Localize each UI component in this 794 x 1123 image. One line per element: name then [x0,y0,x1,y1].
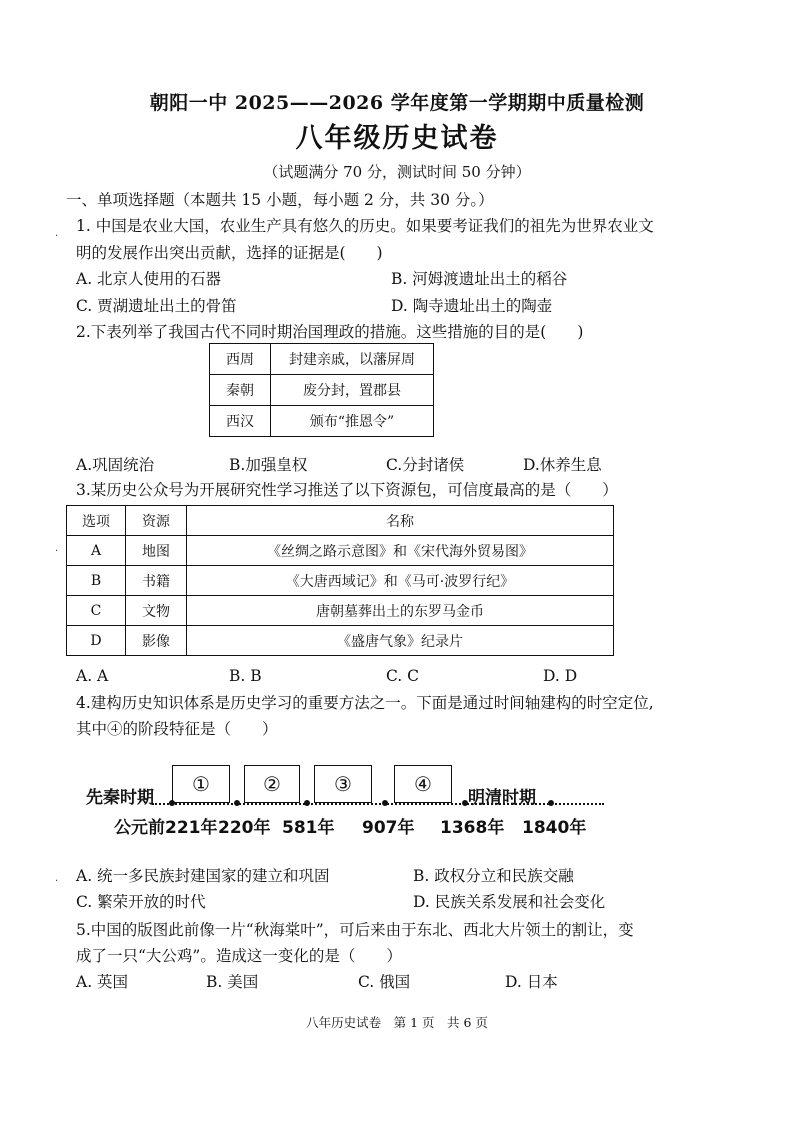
binding-mark: · [55,231,59,242]
school-title: 朝阳一中 2025——2026 学年度第一学期期中质量检测 [149,92,645,114]
timeline-year: 581年 [282,818,335,838]
timeline-year: 220年 [218,818,271,838]
q1-stem-line1: 1. 中国是农业大国，农业生产具有悠久的历史。如果要考证我们的祖先为世界农业文 [76,217,654,235]
q1-option-a: A. 北京人使用的石器 [76,270,222,288]
timeline-year: 1368年 [440,818,505,838]
timeline-axis [152,803,604,805]
q2-stem: 2.下表列举了我国古代不同时期治国理政的措施。这些措施的目的是( ) [76,323,584,341]
q4-stem-line2: 其中④的阶段特征是（ ） [76,720,278,738]
exam-note: （试题满分 70 分，测试时间 50 分钟） [263,163,531,181]
table-row [67,626,614,656]
name-cell: 《大唐西域记》和《马可·波罗行纪》 [187,566,614,596]
timeline-right-label: 明清时期 [468,788,536,808]
option-cell: D [67,626,126,656]
period-cell: 西汉 [210,406,271,437]
q1-stem-line2: 明的发展作出突出贡献，选择的证据是( ) [76,244,383,262]
measure-cell: 颁布“推恩令” [271,406,434,437]
timeline-tick [169,800,175,806]
exam-title: 八年级历史试卷 [295,123,499,154]
timeline-year: 907年 [362,818,415,838]
timeline-box-4: ④ [394,765,452,803]
header-resource: 资源 [126,506,187,536]
section-heading: 一、单项选择题（本题共 15 小题，每小题 2 分，共 30 分。） [66,191,494,209]
table-row [210,375,434,406]
resource-cell: 地图 [126,536,187,566]
timeline-tick [234,800,240,806]
timeline-left-label: 先秦时期 [86,788,154,808]
q3-stem: 3.某历史公众号为开展研究性学习推送了以下资源包，可信度最高的是（ ） [76,481,618,499]
timeline-box-1: ① [172,765,230,803]
resource-cell: 文物 [126,596,187,626]
header-name: 名称 [187,506,614,536]
name-cell: 《盛唐气象》纪录片 [187,626,614,656]
table-row [210,344,434,375]
q5-option-a: A. 英国 [76,973,129,991]
q5-stem-line2: 成了一只“大公鸡”。造成这一变化的是（ ） [76,947,402,965]
name-cell: 《丝绸之路示意图》和《宋代海外贸易图》 [187,536,614,566]
measure-cell: 封建亲戚，以藩屏周 [271,344,434,375]
timeline-tick [382,800,388,806]
q2-option-c: C.分封诸侯 [386,456,465,474]
header-option: 选项 [67,506,126,536]
timeline-tick [462,800,468,806]
q2-option-d: D.休养生息 [523,456,602,474]
q3-option-a: A. A [76,667,109,685]
q5-option-c: C. 俄国 [358,973,411,991]
timeline-year: 公元前221年 [114,818,218,838]
option-cell: B [67,566,126,596]
period-cell: 秦朝 [210,375,271,406]
q3-option-c: C. C [386,667,420,685]
history-timeline [86,765,616,837]
timeline-tick [304,800,310,806]
table-row [210,406,434,437]
resource-cell: 书籍 [126,566,187,596]
page-footer: 八年历史试卷 第 1 页 共 6 页 [306,1015,488,1030]
q5-option-b: B. 美国 [206,973,259,991]
timeline-tick [548,800,554,806]
q4-option-d: D. 民族关系发展和社会变化 [413,893,606,911]
option-cell: A [67,536,126,566]
table-row [67,596,614,626]
q2-option-b: B.加强皇权 [229,456,308,474]
timeline-year: 1840年 [522,818,587,838]
q4-option-b: B. 政权分立和民族交融 [413,867,574,885]
q1-option-c: C. 贾湖遗址出土的骨笛 [76,297,237,315]
resource-cell: 影像 [126,626,187,656]
timeline-box-2: ② [244,765,300,803]
period-cell: 西周 [210,344,271,375]
measure-cell: 废分封，置郡县 [271,375,434,406]
q2-option-a: A.巩固统治 [76,456,155,474]
timeline-box-3: ③ [314,765,372,803]
q4-stem-line1: 4.建构历史知识体系是历史学习的重要方法之一。下面是通过时间轴建构的时空定位, [76,694,654,712]
q3-resource-table [66,505,614,656]
name-cell: 唐朝墓葬出土的东罗马金币 [187,596,614,626]
binding-mark: · [55,546,59,557]
q3-option-b: B. B [229,667,262,685]
table-row [67,566,614,596]
option-cell: C [67,596,126,626]
table-header-row [67,506,614,536]
q5-stem-line1: 5.中国的版图此前像一片“秋海棠叶”，可后来由于东北、西北大片领土的割让，变 [76,921,634,939]
q4-option-c: C. 繁荣开放的时代 [76,893,206,911]
q1-option-d: D. 陶寺遗址出土的陶壶 [391,297,553,315]
q2-measures-table [209,343,434,437]
q1-option-b: B. 河姆渡遗址出土的稻谷 [391,270,568,288]
q5-option-d: D. 日本 [505,973,558,991]
table-row [67,536,614,566]
q3-option-d: D. D [543,667,578,685]
binding-mark: · [55,876,59,887]
q4-option-a: A. 统一多民族封建国家的建立和巩固 [76,867,330,885]
